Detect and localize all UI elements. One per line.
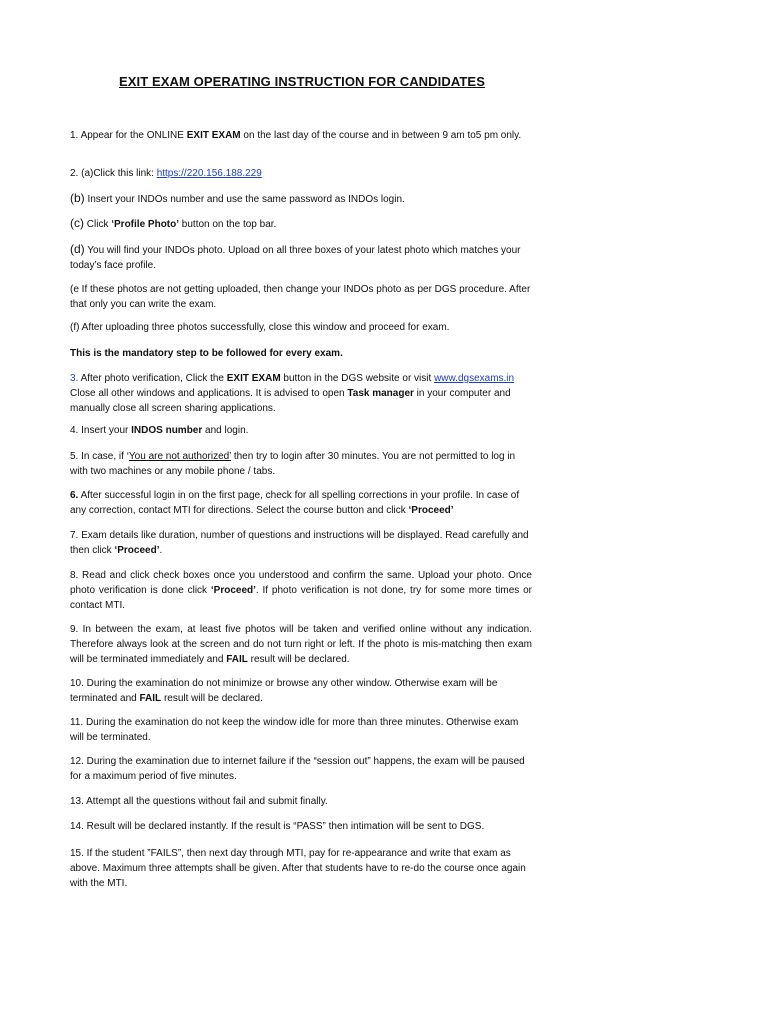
item-number: 6. (70, 490, 79, 501)
mandatory-note: This is the mandatory step to be followed for every exam. (70, 348, 343, 359)
instruction-text: 10. During the examination do not minimize or browse any other window. Otherwise exam will be terminated and (70, 678, 498, 704)
instruction-2d (70, 242, 532, 273)
instruction-text: 8. Read and click check boxes once you understood and confirm the same. Upload your photo. Once photo verification is done click (70, 570, 532, 596)
instruction-text: Close all other windows and applications. It is advised to open (70, 388, 348, 399)
item-letter: (c) (70, 216, 84, 230)
instruction-text: You will find your INDOs photo. Upload on all three boxes of your latest photo which matches your today’s face profile. (70, 245, 521, 271)
instruction-text: Insert your INDOs number and use the same password as INDOs login. (84, 194, 405, 205)
instruction-text: in your computer and manually close all screen sharing applications. (70, 388, 511, 414)
instruction-text: 9. In between the exam, at least five photos will be taken and verified online without any indication. Therefore always look at the screen and do not turn right or left. If the photo is mis-matching then exam will be terminated immediately and (70, 624, 532, 665)
item-number: 3. (70, 373, 79, 384)
instruction-3 (70, 371, 532, 416)
instruction-text: After successful login in on the first page, check for all spelling corrections in your profile. In case of any correction, contact MTI for directions. Select the course button and click (70, 490, 520, 516)
instruction-9 (70, 622, 532, 667)
item-letter: (b) (70, 191, 85, 205)
instruction-text: button in the DGS website or visit (280, 373, 435, 384)
bold-text: ‘Proceed’ (114, 545, 160, 556)
instruction-text: . If photo verification is not done, try for some more times or contact MTI. (70, 585, 532, 611)
instruction-text: After photo verification, Click the (78, 373, 227, 384)
instruction-2f: (f) After uploading three photos successfully, close this window and proceed for exam. (70, 322, 450, 333)
item-letter: (d) (70, 242, 85, 256)
page-title: EXIT EXAM OPERATING INSTRUCTION FOR CANDIDATES (119, 74, 485, 89)
instruction-15: 15. If the student ”FAILS”, then next day through MTI, pay for re-appearance and write that exam as above. Maximum three attempts shall be given. After that students have to re-do the course once again with the MTI. (70, 848, 526, 889)
instruction-text: . (159, 545, 163, 556)
bold-text: ‘Profile Photo’ (111, 219, 180, 230)
bold-text: ‘Proceed’ (210, 585, 256, 596)
instruction-text: then try to login after 30 minutes. You are not permitted to log in with two machines or any mobile phone / tabs. (70, 451, 516, 477)
instruction-text: result will be declared. (247, 654, 350, 665)
instruction-13: 13. Attempt all the questions without fail and submit finally. (70, 796, 328, 807)
instruction-text: 4. Insert your (70, 425, 132, 436)
instruction-14: 14. Result will be declared instantly. If the result is “PASS” then intimation will be sent to DGS. (70, 821, 485, 832)
bold-text: FAIL (139, 693, 162, 704)
instruction-2c (70, 216, 532, 232)
instruction-12: 12. During the examination due to internet failure if the “session out” happens, the exam will be paused for a maximum period of five minutes. (70, 756, 525, 782)
instruction-text: 5. In case, if ‘ (70, 451, 129, 462)
instruction-2e: (e If these photos are not getting uploaded, then change your INDOs photo as per DGS procedure. After that only you can write the exam. (70, 284, 531, 310)
instruction-text: result will be declared. (161, 693, 263, 704)
instruction-2b (70, 191, 532, 207)
bold-text: Task manager (347, 388, 414, 399)
bold-text: ‘Proceed’ (408, 505, 454, 516)
exam-link[interactable]: https://220.156.188.229 (156, 168, 262, 179)
instruction-6 (70, 488, 532, 518)
bold-text: INDOS number (131, 425, 203, 436)
instruction-11: 11. During the examination do not keep the window idle for more than three minutes. Otherwise exam will be terminated. (70, 717, 519, 743)
bold-text: EXIT EXAM (186, 130, 241, 141)
instruction-1 (70, 128, 532, 143)
bold-text: EXIT EXAM (226, 373, 281, 384)
instruction-10 (70, 676, 532, 706)
instruction-text: 1. Appear for the ONLINE (70, 130, 187, 141)
instruction-text: 2. (a)Click this link: (70, 168, 157, 179)
instruction-text: and login. (202, 425, 249, 436)
instruction-text: on the last day of the course and in between 9 am to5 pm only. (240, 130, 522, 141)
bold-text: FAIL (226, 654, 248, 665)
instruction-text: Click (84, 219, 112, 230)
dgs-website-link[interactable]: www.dgsexams.in (434, 373, 515, 384)
instruction-8 (70, 568, 532, 613)
instruction-text: 7. Exam details like duration, number of questions and instructions will be displayed. Read carefully and then click (70, 530, 529, 556)
instruction-2a (70, 166, 532, 181)
instruction-7 (70, 528, 532, 558)
instruction-5 (70, 449, 532, 479)
underlined-text: You are not authorized’ (128, 451, 232, 462)
instruction-4 (70, 423, 532, 438)
instruction-text: button on the top bar. (179, 219, 277, 230)
